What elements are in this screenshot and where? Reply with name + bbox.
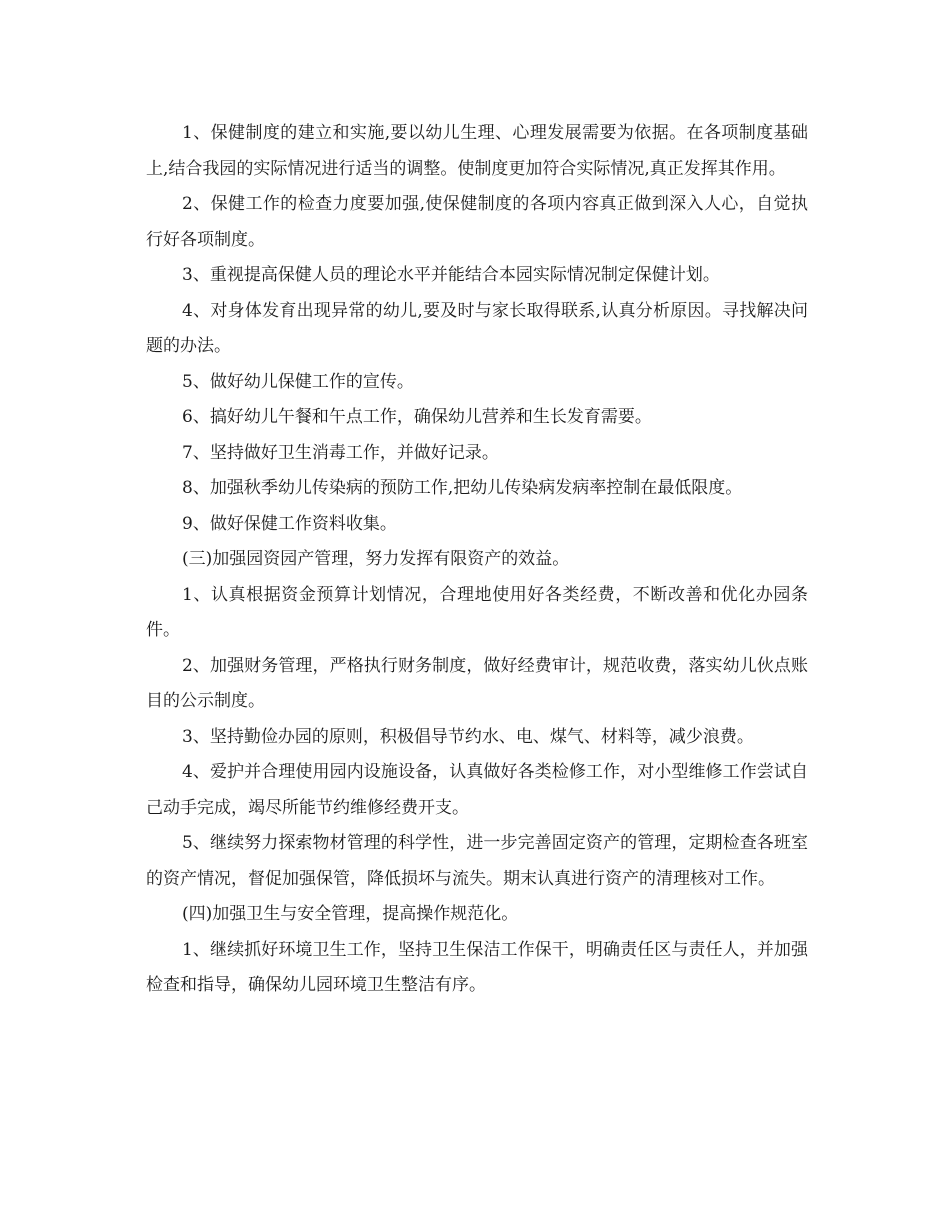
paragraph-assets-1: 1、认真根据资金预算计划情况，合理地使用好各类经费，不断改善和优化办园条件。 (146, 584, 808, 640)
document-body (146, 116, 808, 1004)
paragraph-health-3: 3、重视提高保健人员的理论水平并能结合本园实际情况制定保健计划。 (182, 265, 720, 285)
paragraph-assets-3: 3、坚持勤俭办园的原则，积极倡导节约水、电、煤气、材料等，减少浪费。 (182, 726, 754, 747)
paragraph-health-7: 7、坚持做好卫生消毒工作，并做好记录。 (182, 442, 499, 463)
section-heading-safety: (四)加强卫生与安全管理，提高操作规范化。 (182, 904, 519, 924)
paragraph-health-8: 8、加强秋季幼儿传染病的预防工作,把幼儿传染病发病率控制在最低限度。 (182, 478, 743, 498)
paragraph-health-9: 9、做好保健工作资料收集。 (182, 513, 397, 534)
paragraph-health-6: 6、搞好幼儿午餐和午点工作，确保幼儿营养和生长发育需要。 (182, 407, 652, 427)
paragraph-assets-4: 4、爱护并合理使用园内设施设备，认真做好各类检修工作，对小型维修工作尝试自己动手完成，竭尽所能节约维修经费开支。 (146, 762, 808, 818)
paragraph-safety-1: 1、继续抓好环境卫生工作，坚持卫生保洁工作保干，明确责任区与责任人，并加强检查和指导，确保幼儿园环境卫生整洁有序。 (146, 939, 808, 995)
paragraph-health-4: 4、对身体发育出现异常的幼儿,要及时与家长取得联系,认真分析原因。寻找解决问题的办法。 (146, 300, 808, 356)
paragraph-assets-5: 5、继续努力探索物材管理的科学性，进一步完善固定资产的管理，定期检查各班室的资产情况，督促加强保管，降低损坏与流失。期末认真进行资产的清理核对工作。 (146, 833, 808, 889)
paragraph-health-2: 2、保健工作的检查力度要加强,使保健制度的各项内容真正做到深入人心，自觉执行好各项制度。 (146, 194, 808, 250)
paragraph-health-5: 5、做好幼儿保健工作的宣传。 (182, 371, 414, 392)
paragraph-health-1: 1、保健制度的建立和实施,要以幼儿生理、心理发展需要为依据。在各项制度基础上,结合我园的实际情况进行适当的调整。使制度更加符合实际情况,真正发挥其作用。 (146, 123, 808, 179)
section-heading-assets: (三)加强园资园产管理，努力发挥有限资产的效益。 (182, 549, 570, 569)
paragraph-assets-2: 2、加强财务管理，严格执行财务制度，做好经费审计，规范收费，落实幼儿伙点账目的公示制度。 (146, 655, 808, 711)
